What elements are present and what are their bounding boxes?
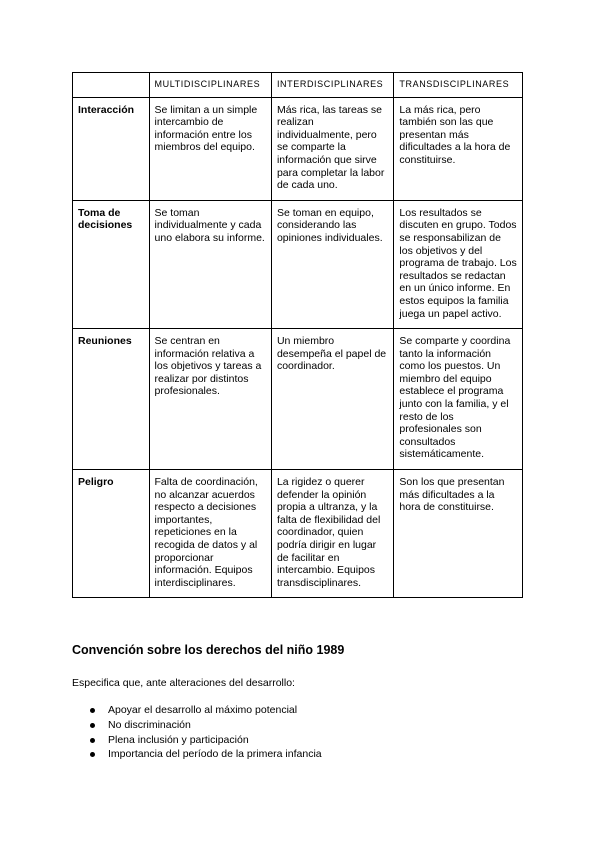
table-cell: Se centran en información relativa a los objetivos y tareas a realizar por distintos profesionales. [149, 329, 271, 470]
header-interdisciplinares: INTERDISCIPLINARES [271, 73, 393, 98]
table-row [73, 470, 523, 598]
bullet-list [72, 703, 322, 762]
table-row [73, 329, 523, 470]
row-label-peligro: Peligro [73, 470, 150, 598]
table-row [73, 97, 523, 200]
table-cell: La más rica, pero también son las que presentan más dificultades a la hora de constituirse. [394, 97, 523, 200]
bullet-icon [90, 708, 95, 713]
comparison-table [72, 72, 523, 598]
table-cell: Un miembro desempeña el papel de coordinador. [271, 329, 393, 470]
table-cell: Más rica, las tareas se realizan individualmente, pero se comparte la información que sirve para completar la labor de cada uno. [271, 97, 393, 200]
table-cell: Se toman en equipo, considerando las opiniones individuales. [271, 200, 393, 328]
bullet-icon [90, 752, 95, 757]
header-multidisciplinares: MULTIDISCIPLINARES [149, 73, 271, 98]
row-label-reuniones: Reuniones [73, 329, 150, 470]
table-cell: Se toman individualmente y cada uno elabora su informe. [149, 200, 271, 328]
list-item [72, 703, 322, 718]
bullet-icon [90, 738, 95, 743]
list-item [72, 733, 322, 748]
table-cell: Los resultados se discuten en grupo. Todos se responsabilizan de los objetivos y del programa de trabajo. Los resultados se redactan en un único informe. En estos equipos la familia juega un papel activo. [394, 200, 523, 328]
list-item-text: Plena inclusión y participación [108, 733, 249, 746]
row-label-interaccion: Interacción [73, 97, 150, 200]
section-intro: Especifica que, ante alteraciones del desarrollo: [72, 677, 295, 689]
section-title: Convención sobre los derechos del niño 1989 [72, 643, 345, 657]
table-header-row [73, 73, 523, 98]
header-corner-cell [73, 73, 150, 98]
table-row [73, 200, 523, 328]
list-item [72, 718, 322, 733]
bullet-icon [90, 723, 95, 728]
list-item-text: Importancia del período de la primera infancia [108, 748, 322, 761]
list-item [72, 747, 322, 762]
table-cell: Se comparte y coordina tanto la información como los puestos. Un miembro del equipo establece el programa junto con la familia, y el resto de los profesionales son consultados sistemáticamente. [394, 329, 523, 470]
list-item-text: Apoyar el desarrollo al máximo potencial [108, 704, 298, 716]
row-label-toma-de-decisiones: Toma de decisiones [73, 200, 150, 328]
header-transdisciplinares: TRANSDISCIPLINARES [394, 73, 523, 98]
table-cell: Son los que presentan más dificultades a la hora de constituirse. [394, 470, 523, 598]
table-cell: La rigidez o querer defender la opinión propia a ultranza, y la falta de flexibilidad del coordinador, quien podría dirigir en lugar de facilitar en intercambio. Equipos transdisciplinares. [271, 470, 393, 598]
table-cell: Falta de coordinación, no alcanzar acuerdos respecto a decisiones importantes, repeticiones en la recogida de datos y al proporcionar información. Equipos interdisciplinares. [149, 470, 271, 598]
table-cell: Se limitan a un simple intercambio de información entre los miembros del equipo. [149, 97, 271, 200]
list-item-text: No discriminación [108, 718, 191, 731]
